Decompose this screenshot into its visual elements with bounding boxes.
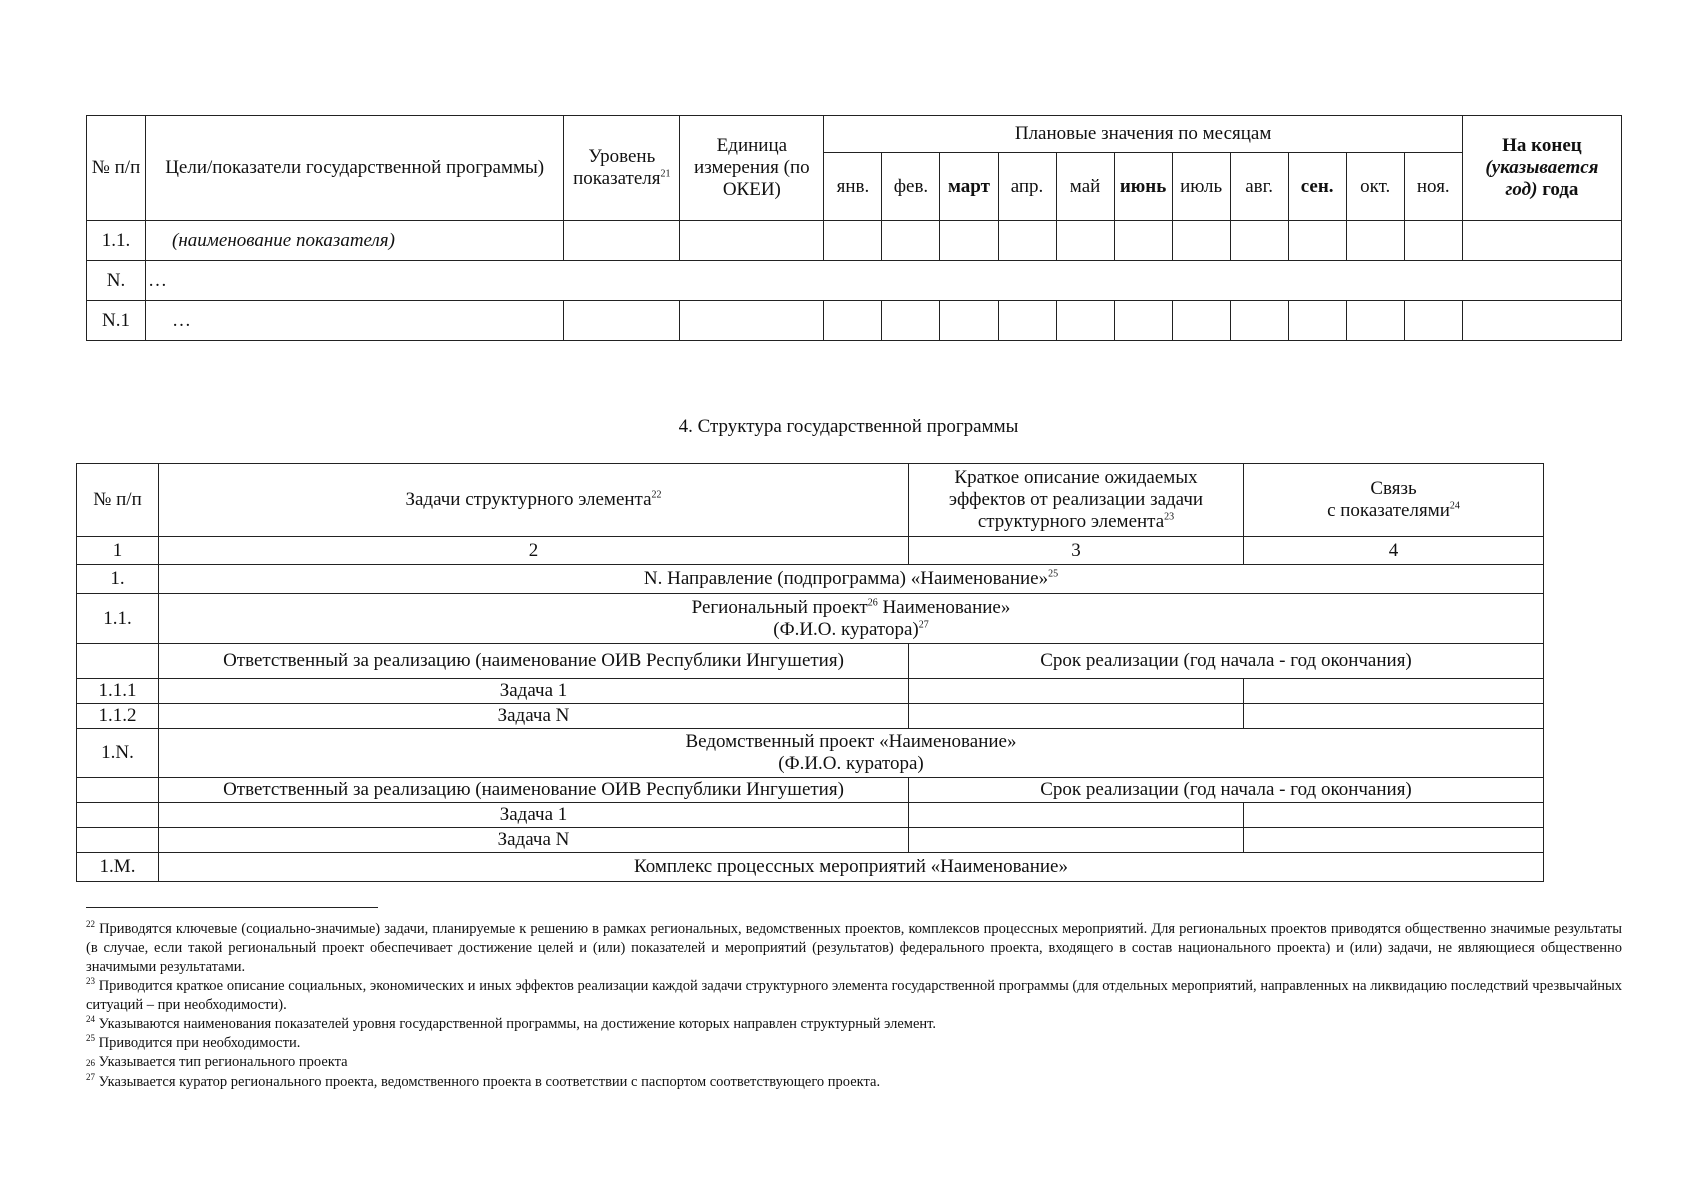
footnote-26: 26 Указывается тип регионального проекта xyxy=(86,1054,348,1070)
t1-head-unit: Единица измерения (по ОКЕИ) xyxy=(680,116,824,221)
structure-table xyxy=(76,463,1544,882)
t2-responsible: Ответственный за реализацию (наименование ОИВ Республики Ингушетия) xyxy=(159,644,909,679)
footnotes xyxy=(86,920,1622,1092)
t2-row-num xyxy=(77,803,159,828)
table-row xyxy=(77,828,1544,853)
t2-responsible-row xyxy=(77,644,1544,679)
t2-head-tasks: Задачи структурного элемента$^{22}$ xyxy=(159,464,909,537)
t2-colnum: 1 xyxy=(77,537,159,565)
footnote-ref-26: 26 xyxy=(867,597,878,609)
footnote-ref-23: 23 xyxy=(1164,511,1175,523)
t2-colnum-row xyxy=(77,537,1544,565)
t2-head-num: № п/п xyxy=(77,464,159,537)
t2-task: Задача 1 xyxy=(159,679,909,704)
t2-head-effects: Краткое описание ожидаемых эффектов от реализации задачи структурного элемента$^{23}$ xyxy=(909,464,1244,537)
footnote-23: $^{23}$ Приводится краткое описание социальных, экономических и иных эффектов реализации каждой задачи структурного элемента государственной программы (для отдельных мероприятий, направленных на ликвидацию последствий чрезвычайных ситуаций – при необходимости). xyxy=(86,976,1622,1013)
footnote-separator xyxy=(86,907,378,908)
t2-period: Срок реализации (год начала - год окончания) xyxy=(909,778,1544,803)
footnote-25: $^{25}$ Приводится при необходимости. xyxy=(86,1033,301,1051)
footnote-ref-22: 22 xyxy=(651,489,662,501)
t1-month-jun: июнь xyxy=(1114,153,1172,221)
t1-row-num: 1.1. xyxy=(87,221,146,261)
t1-head-level: Уровень показателя$^{21}$ xyxy=(564,116,680,221)
t1-month-oct: окт. xyxy=(1346,153,1404,221)
t2-colnum: 4 xyxy=(1244,537,1544,565)
t2-departmental-title: Ведомственный проект «Наименование» (Ф.И.О. куратора) xyxy=(159,729,1544,778)
t2-colnum: 3 xyxy=(909,537,1244,565)
t2-responsible-row xyxy=(77,778,1544,803)
t1-head-end: На конец (указывается год) года xyxy=(1462,116,1621,221)
t1-month-nov: ноя. xyxy=(1404,153,1462,221)
t1-row-num: N.1 xyxy=(87,301,146,341)
t2-direction-row xyxy=(77,565,1544,594)
t2-direction-title: N. Направление (подпрограмма) «Наименование»$^{25}$ xyxy=(159,565,1544,594)
table-row xyxy=(77,679,1544,704)
t1-head-num: № п/п xyxy=(87,116,146,221)
footnote-ref-27: 27 xyxy=(918,619,929,631)
t1-month-feb: фев. xyxy=(882,153,940,221)
t2-period: Срок реализации (год начала - год окончания) xyxy=(909,644,1544,679)
t1-row-name: … xyxy=(146,261,1622,301)
footnote-ref-24: 24 xyxy=(1449,500,1460,512)
table-row xyxy=(77,704,1544,729)
t1-row-name: … xyxy=(146,301,564,341)
t2-complex-row xyxy=(77,853,1544,882)
t2-regional-row xyxy=(77,594,1544,644)
table-row xyxy=(77,803,1544,828)
t2-colnum: 2 xyxy=(159,537,909,565)
table-row xyxy=(87,261,1622,301)
t2-regional-title: Региональный проект$^{26}$ Наименование» (Ф.И.О. куратора)$^{27}$ xyxy=(159,594,1544,644)
t1-row-num: N. xyxy=(87,261,146,301)
t1-row-name: (наименование показателя) xyxy=(146,221,564,261)
t2-row-num: 1.1.2 xyxy=(77,704,159,729)
t2-departmental-row xyxy=(77,729,1544,778)
t1-month-aug: авг. xyxy=(1230,153,1288,221)
t2-task: Задача 1 xyxy=(159,803,909,828)
section-title: 4. Структура государственной программы xyxy=(678,416,1019,437)
footnote-ref-21: 21 xyxy=(660,168,671,180)
t2-row-num: 1.1. xyxy=(77,594,159,644)
footnote-22: $^{22}$ Приводятся ключевые (социально-значимые) задачи, планируемые к решению в рамках региональных, ведомственных проектов, комплексов процессных мероприятий. Для региональных проектов приводятся общественно значимые результаты (в случае, если такой региональный проект обеспечивает достижение целей и (или) показателей и мероприятий (результатов) федерального проекта, входящего в состав национального проекта) и (или) задачи, не являющиеся общественно значимыми результатами. xyxy=(86,919,1622,975)
t1-month-sep: сен. xyxy=(1288,153,1346,221)
t2-row-num: 1.N. xyxy=(77,729,159,778)
t2-task: Задача N xyxy=(159,828,909,853)
table-row xyxy=(87,301,1622,341)
t1-month-may: май xyxy=(1056,153,1114,221)
t2-head-link: Связь с показателями$^{24}$ xyxy=(1244,464,1544,537)
t1-month-jul: июль xyxy=(1172,153,1230,221)
t2-row-num: 1.M. xyxy=(77,853,159,882)
t1-month-apr: апр. xyxy=(998,153,1056,221)
t1-head-planned: Плановые значения по месяцам xyxy=(824,116,1462,153)
table-row xyxy=(87,221,1622,261)
t2-row-num: 1. xyxy=(77,565,159,594)
t1-month-mar: март xyxy=(940,153,998,221)
t1-head-goals: Цели/показатели государственной программы) xyxy=(146,116,564,221)
t2-row-num: 1.1.1 xyxy=(77,679,159,704)
footnote-27: $^{27}$ Указывается куратор регионального проекта, ведомственного проекта в соответствии с паспортом соответствующего проекта. xyxy=(86,1072,881,1090)
t2-complex-title: Комплекс процессных мероприятий «Наименование» xyxy=(159,853,1544,882)
t2-responsible: Ответственный за реализацию (наименование ОИВ Республики Ингушетия) xyxy=(159,778,909,803)
t2-row-num xyxy=(77,828,159,853)
footnote-ref-25: 25 xyxy=(1048,568,1059,580)
t1-month-jan: янв. xyxy=(824,153,882,221)
t2-task: Задача N xyxy=(159,704,909,729)
footnote-24: $^{24}$ Указываются наименования показателей уровня государственной программы, на достижение которых направлен структурный элемент. xyxy=(86,1014,937,1032)
indicators-table xyxy=(86,115,1622,341)
